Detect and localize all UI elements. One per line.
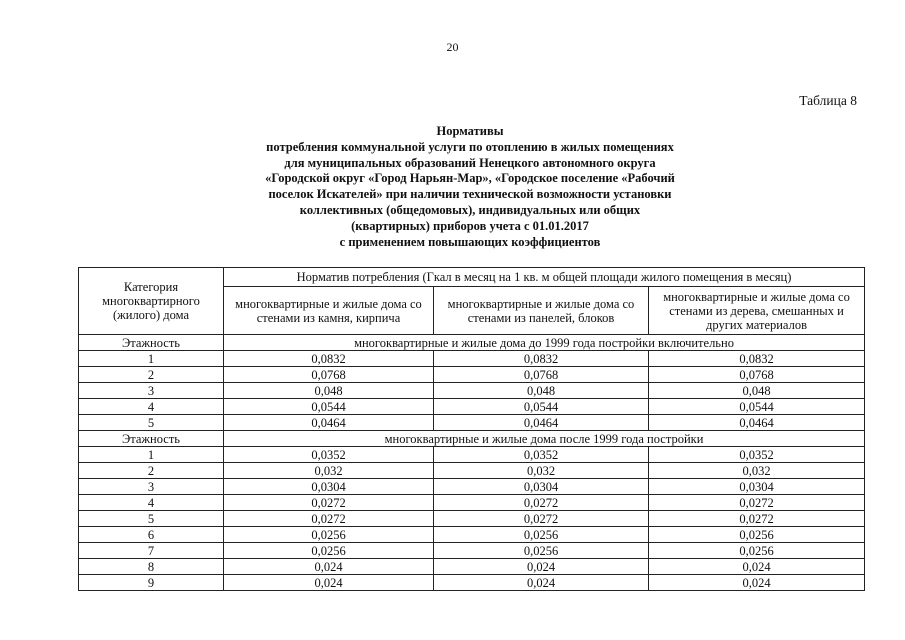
value-cell: 0,0272 bbox=[649, 495, 865, 511]
table-row bbox=[79, 559, 865, 575]
page-number: 20 bbox=[446, 40, 459, 54]
table-row bbox=[79, 463, 865, 479]
value-cell: 0,0768 bbox=[434, 367, 649, 383]
value-cell: 0,048 bbox=[649, 383, 865, 399]
document-title bbox=[150, 124, 790, 250]
value-cell: 0,0464 bbox=[434, 415, 649, 431]
value-cell: 0,0256 bbox=[434, 527, 649, 543]
table-row bbox=[79, 383, 865, 399]
value-cell: 0,0256 bbox=[649, 527, 865, 543]
value-cell: 0,0272 bbox=[649, 511, 865, 527]
floor-cell: 4 bbox=[79, 495, 224, 511]
title-line: коллективных (общедомовых), индивидуальных или общих bbox=[299, 202, 641, 217]
section-title: многоквартирные и жилые дома до 1999 года постройки включительно bbox=[224, 335, 865, 351]
value-cell: 0,0464 bbox=[224, 415, 434, 431]
value-cell: 0,0272 bbox=[224, 511, 434, 527]
value-cell: 0,0832 bbox=[649, 351, 865, 367]
table-row bbox=[79, 543, 865, 559]
value-cell: 0,0544 bbox=[224, 399, 434, 415]
table-row bbox=[79, 575, 865, 591]
value-cell: 0,0768 bbox=[224, 367, 434, 383]
value-cell: 0,0352 bbox=[434, 447, 649, 463]
table-label: Таблица 8 bbox=[799, 93, 857, 108]
table-row bbox=[79, 495, 865, 511]
norms-table bbox=[78, 267, 865, 591]
value-cell: 0,0256 bbox=[224, 543, 434, 559]
value-cell: 0,0304 bbox=[434, 479, 649, 495]
value-cell: 0,0256 bbox=[649, 543, 865, 559]
value-cell: 0,0544 bbox=[649, 399, 865, 415]
section-row bbox=[79, 335, 865, 351]
value-cell: 0,0352 bbox=[224, 447, 434, 463]
floor-cell: 3 bbox=[79, 479, 224, 495]
title-line: потребления коммунальной услуги по отоплению в жилых помещениях bbox=[266, 139, 674, 154]
floor-cell: 3 bbox=[79, 383, 224, 399]
table-row bbox=[79, 479, 865, 495]
value-cell: 0,0272 bbox=[434, 495, 649, 511]
column-header-wood: многоквартирные и жилые дома со стенами из дерева, смешанных и других материалов bbox=[649, 287, 865, 335]
value-cell: 0,0304 bbox=[649, 479, 865, 495]
section-title: многоквартирные и жилые дома после 1999 года постройки bbox=[224, 431, 865, 447]
title-line: для муниципальных образований Ненецкого автономного округа bbox=[284, 155, 656, 170]
floor-cell: 9 bbox=[79, 575, 224, 591]
floor-label: Этажность bbox=[79, 335, 224, 351]
floor-cell: 5 bbox=[79, 511, 224, 527]
column-header-stone: многоквартирные и жилые дома со стенами из камня, кирпича bbox=[224, 287, 434, 335]
value-cell: 0,0544 bbox=[434, 399, 649, 415]
floor-cell: 2 bbox=[79, 463, 224, 479]
table-row bbox=[79, 511, 865, 527]
title-line: поселок Искателей» при наличии технической возможности установки bbox=[268, 187, 672, 202]
value-cell: 0,032 bbox=[649, 463, 865, 479]
floor-cell: 1 bbox=[79, 351, 224, 367]
title-line: (квартирных) приборов учета с 01.01.2017 bbox=[351, 218, 589, 233]
value-cell: 0,0832 bbox=[224, 351, 434, 367]
table-body bbox=[79, 335, 865, 591]
table-row bbox=[79, 415, 865, 431]
floor-cell: 8 bbox=[79, 559, 224, 575]
value-cell: 0,0272 bbox=[224, 495, 434, 511]
title-line: Нормативы bbox=[436, 124, 504, 138]
value-cell: 0,024 bbox=[224, 559, 434, 575]
value-cell: 0,024 bbox=[649, 559, 865, 575]
floor-cell: 4 bbox=[79, 399, 224, 415]
floor-label: Этажность bbox=[79, 431, 224, 447]
value-cell: 0,0256 bbox=[224, 527, 434, 543]
value-cell: 0,024 bbox=[434, 575, 649, 591]
value-cell: 0,0256 bbox=[434, 543, 649, 559]
floor-cell: 7 bbox=[79, 543, 224, 559]
value-cell: 0,0768 bbox=[649, 367, 865, 383]
section-row bbox=[79, 431, 865, 447]
floor-cell: 2 bbox=[79, 367, 224, 383]
value-cell: 0,0464 bbox=[649, 415, 865, 431]
value-cell: 0,032 bbox=[434, 463, 649, 479]
table-row bbox=[79, 351, 865, 367]
column-header-panel: многоквартирные и жилые дома со стенами из панелей, блоков bbox=[434, 287, 649, 335]
norm-header: Норматив потребления (Гкал в месяц на 1 кв. м общей площади жилого помещения в месяц) bbox=[224, 268, 865, 287]
table-row bbox=[79, 399, 865, 415]
table-row bbox=[79, 447, 865, 463]
value-cell: 0,0304 bbox=[224, 479, 434, 495]
category-header: Категория многоквартирного (жилого) дома bbox=[79, 268, 224, 335]
value-cell: 0,0832 bbox=[434, 351, 649, 367]
floor-cell: 6 bbox=[79, 527, 224, 543]
value-cell: 0,0272 bbox=[434, 511, 649, 527]
value-cell: 0,024 bbox=[224, 575, 434, 591]
title-line: «Городской округ «Город Нарьян-Мар», «Городское поселение «Рабочий bbox=[265, 171, 675, 186]
table-row bbox=[79, 527, 865, 543]
value-cell: 0,048 bbox=[434, 383, 649, 399]
value-cell: 0,048 bbox=[224, 383, 434, 399]
floor-cell: 5 bbox=[79, 415, 224, 431]
table-row bbox=[79, 367, 865, 383]
title-line: с применением повышающих коэффициентов bbox=[339, 234, 601, 249]
value-cell: 0,032 bbox=[224, 463, 434, 479]
value-cell: 0,0352 bbox=[649, 447, 865, 463]
value-cell: 0,024 bbox=[649, 575, 865, 591]
value-cell: 0,024 bbox=[434, 559, 649, 575]
floor-cell: 1 bbox=[79, 447, 224, 463]
